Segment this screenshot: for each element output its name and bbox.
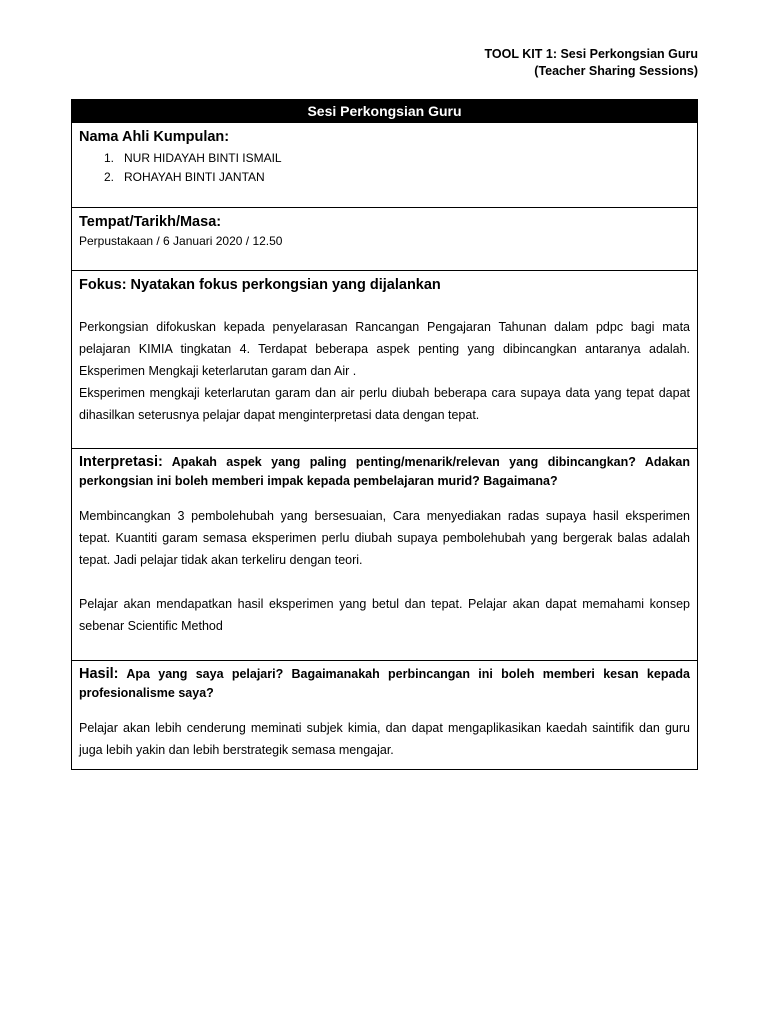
toolkit-subtitle: (Teacher Sharing Sessions)	[534, 64, 698, 78]
sharing-session-form	[71, 99, 698, 770]
interpretation-paragraph-2: Pelajar akan mendapatkan hasil eksperimen yang betul dan tepat. Pelajar akan dapat memahami konsep sebenar Scientific Method	[79, 597, 690, 633]
focus-heading: Fokus: Nyatakan fokus perkongsian yang dijalankan	[79, 277, 441, 293]
venue-value: Perpustakaan / 6 Januari 2020 / 12.50	[79, 234, 283, 248]
members-heading: Nama Ahli Kumpulan:	[79, 129, 230, 145]
focus-paragraph-2: Eksperimen mengkaji keterlarutan garam dan air perlu diubah beberapa cara supaya data yang tepat dapat dihasilkan seterusnya pelajar dapat menginterpretasi data dengan tepat.	[79, 386, 690, 422]
result-section	[72, 660, 697, 769]
interpretation-paragraph: Membincangkan 3 pembolehubah yang bersesuaian, Cara menyediakan radas supaya hasil eksperimen tepat. Kuantiti garam semasa eksperimen perlu diubah supaya pembolehubah yang bergerak balas adalah tepat. Jadi pelajar tidak akan terkeliru dengan teori.	[79, 509, 690, 567]
members-list	[79, 149, 690, 187]
focus-section	[72, 270, 697, 448]
venue-section	[72, 207, 697, 270]
venue-heading: Tempat/Tarikh/Masa:	[79, 214, 222, 230]
member-item	[79, 168, 690, 187]
result-question: Apa yang saya pelajari? Bagaimanakah perbincangan ini boleh memberi kesan kepada profesionalisme saya?	[79, 667, 691, 700]
result-paragraph: Pelajar akan lebih cenderung meminati subjek kimia, dan dapat mengaplikasikan kaedah saintifik dan guru juga lebih yakin dan lebih berstrategik semasa mengajar.	[79, 721, 690, 757]
toolkit-header	[485, 46, 698, 80]
result-question-block	[79, 665, 690, 703]
member-item	[79, 149, 690, 168]
form-title: Sesi Perkongsian Guru	[72, 100, 697, 122]
members-section	[72, 122, 697, 207]
interpretation-question-block	[79, 453, 690, 491]
member-name: NUR HIDAYAH BINTI ISMAIL	[124, 151, 282, 165]
member-name: ROHAYAH BINTI JANTAN	[124, 170, 265, 184]
interpretation-question: Apakah aspek yang paling penting/menarik/relevan yang dibincangkan? Adakan perkongsian ini boleh memberi impak kepada pembelajaran murid? Bagaimana?	[79, 455, 690, 488]
member-number: 2.	[103, 170, 114, 184]
interpretation-label: Interpretasi:	[79, 454, 163, 470]
interpretation-section	[72, 448, 697, 660]
toolkit-title: TOOL KIT 1: Sesi Perkongsian Guru	[484, 47, 698, 61]
member-number: 1.	[103, 151, 114, 165]
focus-paragraph: Perkongsian difokuskan kepada penyelarasan Rancangan Pengajaran Tahunan dalam pdpc bagi mata pelajaran KIMIA tingkatan 4. Terdapat beberapa aspek penting yang dibincangkan antaranya adalah. Eksperimen Mengkaji keterlarutan garam dan Air .	[79, 320, 690, 378]
result-label: Hasil:	[79, 666, 119, 682]
